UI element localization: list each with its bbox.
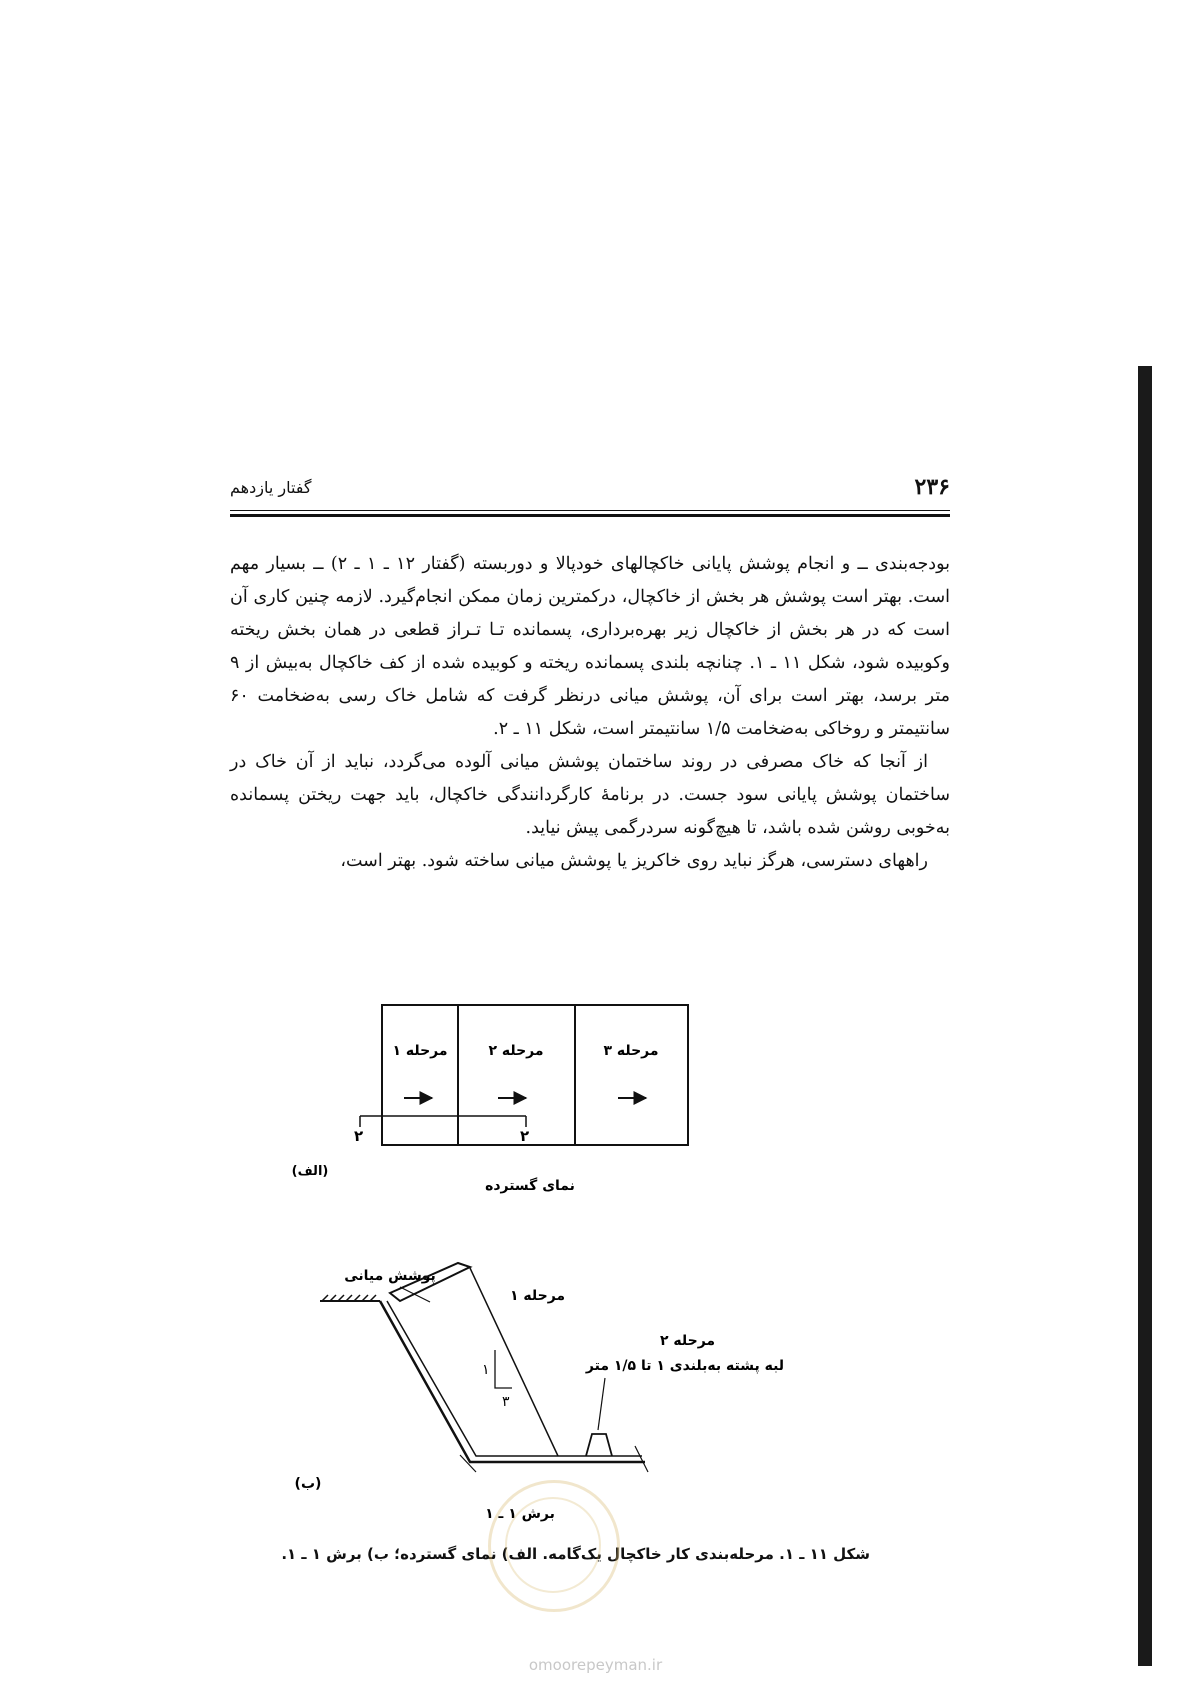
section-label: برش ۱ ـ ۱ xyxy=(485,1506,555,1522)
berm-leader-line xyxy=(598,1378,605,1430)
section-mark-right: ۲ xyxy=(520,1127,530,1145)
page-number: ۲۳۶ xyxy=(914,474,950,500)
footer-url: omoorepeyman.ir xyxy=(528,1656,663,1674)
header-rule-thin xyxy=(230,510,950,511)
view-label: نمای گسترده xyxy=(485,1178,575,1194)
slope-run: ۳ xyxy=(502,1394,510,1410)
berm-label: لبه پشته به‌بلندی ۱ تا ۱/۵ متر xyxy=(585,1358,785,1374)
paragraph-3: راههای دسترسی، هرگز نباید روی خاکریز یا پوشش میانی ساخته شود. بهتر است، xyxy=(340,851,928,871)
panel-label-a: (الف) xyxy=(291,1164,329,1179)
slope-triangle xyxy=(495,1350,512,1388)
stage-2-label: مرحله ۲ xyxy=(660,1333,716,1349)
liner-inner xyxy=(387,1301,642,1456)
watermark-seal xyxy=(488,1480,620,1612)
panel-label-b: (ب) xyxy=(294,1476,322,1492)
slope-rise: ۱ xyxy=(482,1362,490,1378)
figure-plan-view xyxy=(290,995,730,1205)
watermark-inner-ring xyxy=(505,1497,601,1593)
plan-stage-3-label: مرحله ۳ xyxy=(603,1043,659,1059)
plan-stage-2-label: مرحله ۲ xyxy=(488,1043,544,1059)
figure-caption: شکل ۱۱ ـ ۱. مرحله‌بندی کار خاکچال یک‌گامه. الف) نمای گسترده؛ ب) برش ۱ ـ ۱. xyxy=(281,1545,870,1563)
stage-1-label: مرحله ۱ xyxy=(510,1288,566,1304)
page-header xyxy=(230,474,950,504)
cover-label: پوشش میانی xyxy=(344,1268,436,1284)
section-end-right xyxy=(635,1446,648,1472)
page-edge-bar xyxy=(1138,366,1152,1666)
excavation-profile xyxy=(380,1301,645,1462)
chapter-title: گفتار یازدهم xyxy=(230,478,312,497)
section-mark-left: ۲ xyxy=(354,1127,364,1145)
paragraph-2: از آنجا که خاک مصرفی در روند ساختمان پوشش میانی آلوده می‌گردد، نباید از آن خاک در ساختمان پوشش پایانی سود جست. در برنامهٔ کارگردانندگی خاکچال، باید جهت ریختن پسمانده به‌خوبی روشن شده باشد، تا هیچ‌گونه سردرگمی پیش نیاید. xyxy=(230,752,950,838)
header-rule-thick xyxy=(230,514,950,517)
berm xyxy=(586,1434,612,1456)
plan-stage-1-label: مرحله ۱ xyxy=(392,1043,448,1059)
plan-outline xyxy=(382,1005,688,1145)
body-text xyxy=(230,548,950,878)
paragraph-1: بودجه‌بندی ــ و انجام پوشش پایانی خاکچالهای خودپالا و دوربسته (گفتار ۱۲ ـ ۱ ـ ۲) ــ بسیار مهم است. بهتر است پوشش هر بخش از خاکچال، درکمترین زمان ممکن انجام‌گیرد. لازمه چنین کاری آن است که در هر بخش از خاکچال زیر بهره‌برداری، پسمانده تـا تـراز قطعی در همان بخش ریخته وکوبیده شود، شکل ۱۱ ـ ۱. چنانچه بلندی پسمانده ریخته و کوبیده شده از کف خاکچال به‌بیش از ۹ متر برسد، بهتر است برای آن، پوشش میانی درنظر گرفت که شامل خاک رسی به‌ضخامت ۶۰ سانتیمتر و روخاکی به‌ضخامت ۱/۵ سانتیمتر است، شکل ۱۱ ـ ۲. xyxy=(230,554,951,739)
